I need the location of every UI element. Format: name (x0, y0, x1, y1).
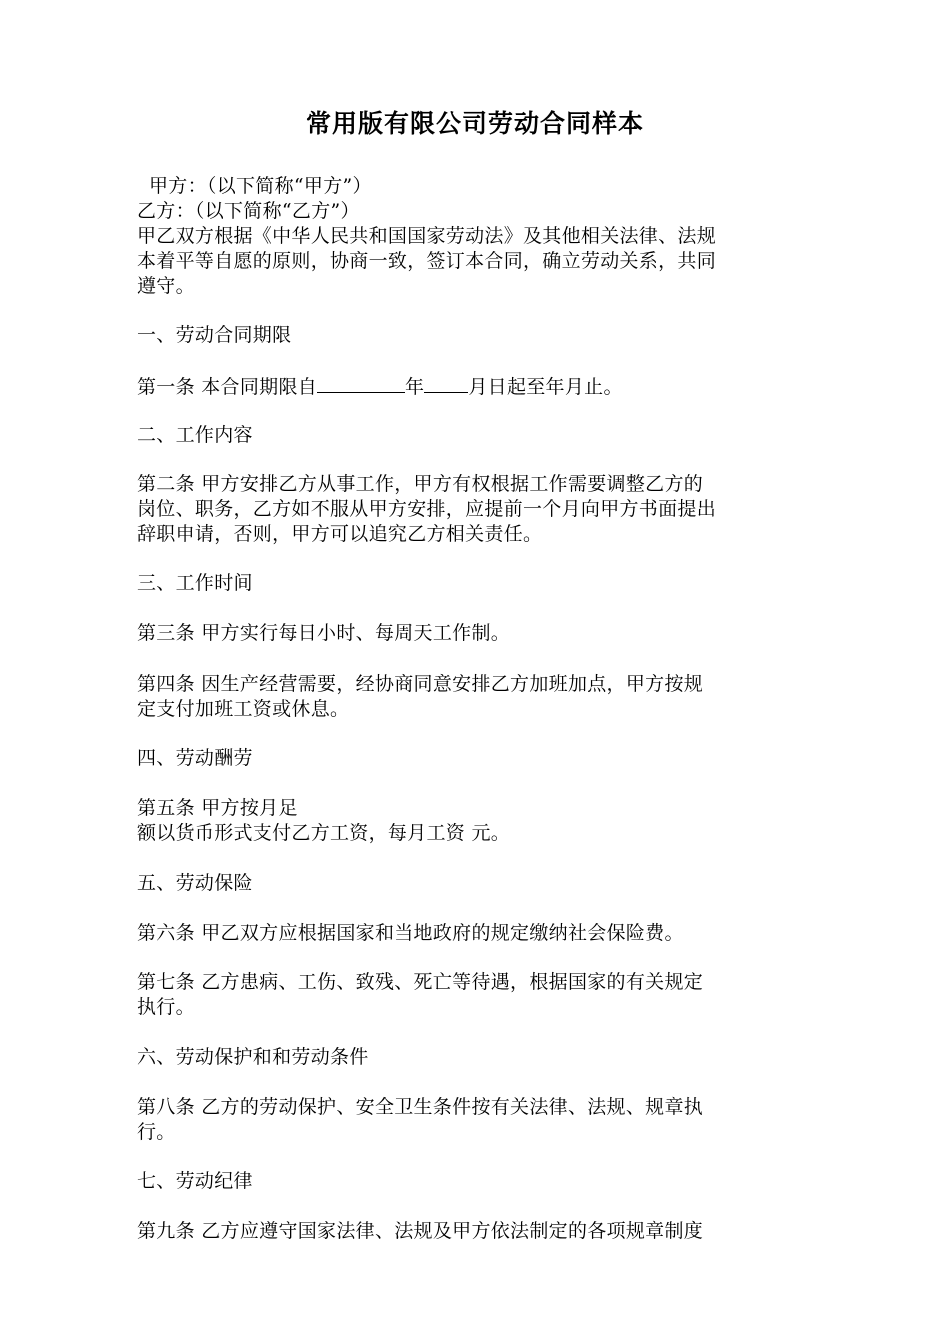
intro-line: 甲乙双方根据《中华人民共和国国家劳动法》及其他相关法律、法规 (137, 225, 717, 247)
section-heading-hours (137, 571, 817, 596)
month-blank-field[interactable] (424, 373, 468, 393)
article-4-line: 定支付加班工资或休息。 (137, 698, 350, 720)
article-2-line: 岗位、职务，乙方如不服从甲方安排，应提前一个月向甲方书面提出 (137, 498, 717, 520)
intro-line: 本着平等自愿的原则，协商一致，签订本合同，确立劳动关系，共同 (137, 250, 717, 272)
article-1-line (137, 373, 817, 398)
section-heading-insurance (137, 871, 817, 896)
article-3 (137, 621, 817, 646)
section-heading-term (137, 323, 817, 348)
article-3-line: 第三条 甲方实行每日小时、每周天工作制。 (137, 622, 511, 644)
article-6-line: 第六条 甲乙双方应根据国家和当地政府的规定缴纳社会保险费。 (137, 922, 684, 944)
article-2-line: 辞职申请，否则，甲方可以追究乙方相关责任。 (137, 523, 543, 545)
article-2-line: 第二条 甲方安排乙方从事工作，甲方有权根据工作需要调整乙方的 (137, 473, 704, 495)
article-7-line: 执行。 (137, 996, 195, 1018)
intro-paragraph (137, 224, 817, 299)
section-heading: 二、工作内容 (137, 424, 253, 446)
article-5 (137, 796, 817, 846)
section-heading: 七、劳动纪律 (137, 1170, 253, 1192)
article-1-prefix: 第一条 本合同期限自 (137, 376, 318, 398)
article-2 (137, 472, 817, 547)
article-8 (137, 1095, 817, 1145)
article-4 (137, 672, 817, 722)
article-9 (137, 1219, 817, 1244)
section-heading: 六、劳动保护和和劳动条件 (137, 1046, 369, 1068)
article-7-line: 第七条 乙方患病、工伤、致残、死亡等待遇，根据国家的有关规定 (137, 971, 704, 993)
party-b-line: 乙方：（以下简称“乙方”） (137, 200, 360, 222)
section-heading: 五、劳动保险 (137, 872, 253, 894)
article-8-line: 第八条 乙方的劳动保护、安全卫生条件按有关法律、法规、规章执 (137, 1096, 704, 1118)
party-a-line: 甲方：（以下简称“甲方”） (149, 175, 372, 197)
section-heading-discipline (137, 1169, 817, 1194)
section-heading-pay (137, 746, 817, 771)
article-1-rest: 月日起至年月止。 (468, 376, 623, 398)
article-1 (137, 373, 817, 398)
section-heading: 三、工作时间 (137, 572, 253, 594)
article-4-line: 第四条 因生产经营需要，经协商同意安排乙方加班加点，甲方按规 (137, 673, 704, 695)
section-heading: 四、劳动酬劳 (137, 747, 253, 769)
article-6 (137, 921, 817, 946)
article-5-line: 第五条 甲方按月足 (137, 797, 298, 819)
article-8-line: 行。 (137, 1121, 176, 1143)
section-heading-content (137, 423, 817, 448)
party-info (137, 174, 817, 224)
intro-line: 遵守。 (137, 275, 195, 297)
year-blank-field[interactable] (317, 373, 405, 393)
article-7 (137, 970, 817, 1020)
article-5-line: 额以货币形式支付乙方工资，每月工资 元。 (137, 822, 511, 844)
section-heading: 一、劳动合同期限 (137, 324, 292, 346)
article-1-year-label: 年 (405, 376, 425, 398)
document-title: 常用版有限公司劳动合同样本 (305, 109, 644, 138)
section-heading-protection (137, 1045, 817, 1070)
article-9-line: 第九条 乙方应遵守国家法律、法规及甲方依法制定的各项规章制度 (137, 1220, 704, 1242)
